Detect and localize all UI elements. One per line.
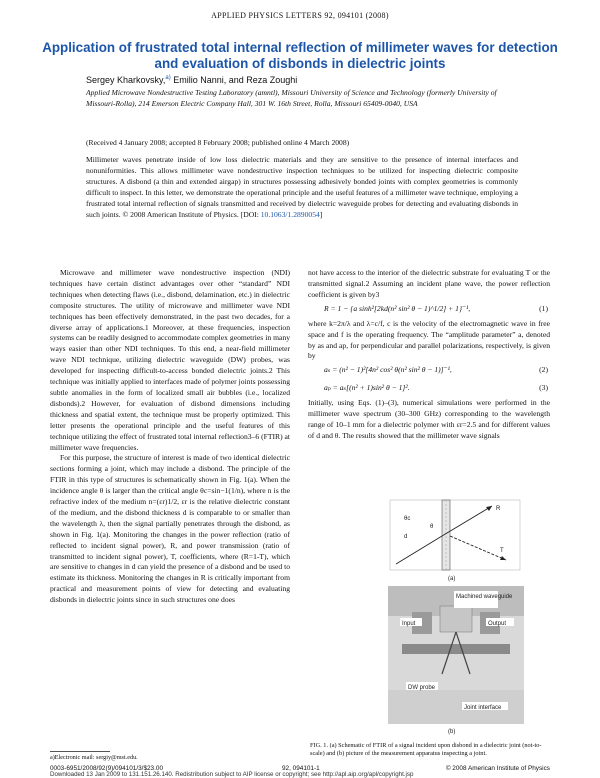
right-column xyxy=(308,268,550,442)
label-t: T xyxy=(500,548,504,554)
label-d: d xyxy=(404,534,408,540)
abstract xyxy=(86,155,518,220)
equation-1-text: R = 1 − {a sinh²[2kd(n² sin² θ − 1)^1/2] + 1}⁻¹, xyxy=(324,303,471,313)
machined-waveguide xyxy=(440,606,472,632)
principle-paragraph: For this purpose, the structure of interest is made of two identical dielectric sections forming a joint, which may include a disbond. The principle of the FTIR in this type of structures is schematically shown in Fig. 1(a). When the incidence angle θ is larger than the critical angle θc=sin−1(1/n), where n is the refractive index of the medium n=(εr)1/2, εr is the relative dielectric constant of the medium, and the disbond thickness d is comparable to or smaller than the wavelength λ, then the signal partially penetrates through the disbond, as shown in Fig. 1(a). Monitoring the changes in the power reflection (ratio of reflected to incident signal power), R, and power transmission (ratio of transmitted to incident signal power), T, coefficients, where (R=1-T), which are sensitive to changes in d can yield the presence of a disbond and be used to estimate its thickness. Monitoring the changes in R is critically important from practical and measurement points of view for detecting and evaluating disbonds in dielectric joints since in such structures one does xyxy=(50,453,290,605)
label-a: (a) xyxy=(448,576,456,582)
label-output: Output xyxy=(488,621,507,627)
abstract-text: Millimeter waves penetrate inside of low loss dielectric materials and they are sensitive to the presence of internal interfaces and nonuniformities. This allows millimeter wave nondestructive inspection techniques to be utilized for inspecting dielectric composite structures. A disbond (a thin and extended airgap) in structures possessing adhesively bonded joints with complex geometries is commonly difficult to inspect. In this letter, we demonstrate the operational principle and the useful features of a millimeter wave technique, employing a frustrated total internal reflection of signals transmitted and received by dielectric waveguide probes for detecting and evaluating disbonds in such joints. © 2008 American Institute of Physics. [DOI: xyxy=(86,155,518,219)
continuation-paragraph: not have access to the interior of the dielectric substrate for evaluating T or the transmitted signal.2 Assuming an incident plane wave, the power reflection coefficient is given by3 xyxy=(308,268,550,299)
label-dw-probe: DW probe xyxy=(408,685,436,691)
footnote-rule xyxy=(50,751,110,752)
label-theta: θ xyxy=(430,524,434,530)
label-r: R xyxy=(496,506,501,512)
equation-3 xyxy=(308,380,550,398)
footnote: a)Electronic mail: sergiy@mst.edu. xyxy=(50,754,138,761)
author-list xyxy=(86,75,516,85)
equation-3-number: (3) xyxy=(539,383,548,393)
label-theta-c: θc xyxy=(404,516,411,522)
figure-1-caption: FIG. 1. (a) Schematic of FTIR of a signal incident upon disbond in a dielectric joint (not-to-scale) and (b) picture of the measurement apparatus inspecting a joint. xyxy=(310,742,542,757)
definitions-paragraph: where k=2π/λ and λ=c/f, c is the velocity of the electromagnetic wave in free space and f is the operating frequency. The “amplitude parameter” a, denoted by as and ap, for perpendicular and parallel polarizations, respectively, is given by xyxy=(308,318,550,361)
author-others: Emilio Nanni, and Reza Zoughi xyxy=(170,75,298,85)
ftir-schematic xyxy=(390,500,520,582)
equation-2-text: aₛ = (n² − 1)²[4n² cos² θ(n² sin² θ − 1)]⁻¹, xyxy=(324,365,452,375)
footer-page: 92, 094101-1 xyxy=(282,765,320,772)
download-notice: Downloaded 13 Jan 2009 to 131.151.26.140. Redistribution subject to AIP license or copyright; see http://apl.aip.org/apl/copyright.jsp xyxy=(50,771,414,778)
abstract-tail: ] xyxy=(319,209,323,219)
equation-3-text: aₚ = aₛ[(n² + 1)sin² θ − 1]². xyxy=(324,383,410,393)
author-footnote-marker[interactable]: a) xyxy=(165,75,171,81)
doi-link[interactable]: 10.1063/1.2890054 xyxy=(260,209,320,219)
figure-1 xyxy=(382,494,532,737)
running-head: APPLIED PHYSICS LETTERS 92, 094101 (2008) xyxy=(211,11,389,20)
joint-sample xyxy=(402,644,510,654)
apparatus-photo xyxy=(388,586,524,735)
publication-dates: (Received 4 January 2008; accepted 8 February 2008; published online 4 March 2008) xyxy=(86,138,350,147)
equation-2 xyxy=(308,362,550,380)
figure-1-graphic xyxy=(382,494,532,737)
label-input: Input xyxy=(402,621,416,627)
label-machined: Machined waveguide xyxy=(456,594,513,600)
simulation-paragraph: Initially, using Eqs. (1)–(3), numerical simulations were performed in the millimeter wave spectrum (30–300 GHz) corresponding to the wavelength range of 10–1 mm for a dielectric polymer with εr=2.5 and for different values of d and θ. The results showed that the millimeter wave signals xyxy=(308,398,550,441)
author-1: Sergey Kharkovsky, xyxy=(86,75,166,85)
label-joint: Joint interface xyxy=(464,705,502,711)
left-column xyxy=(50,268,290,606)
equation-1-number: (1) xyxy=(539,303,548,313)
footer-code: 0003-6951/2008/92(9)/094101/3/$23.00 xyxy=(50,765,164,772)
label-b: (b) xyxy=(448,729,456,735)
equation-1 xyxy=(308,301,550,319)
paper-title: Application of frustrated total internal reflection of millimeter waves for detection and evaluation of disbonds in dielectric joints xyxy=(42,40,558,71)
intro-paragraph: Microwave and millimeter wave nondestructive inspection (NDI) techniques have certain distinct advantages over other “standard” NDI techniques when detecting flaws (i.e., disbond, delamination, etc.) in dielectric composite structures. The utility of microwave and millimeter wave NDI techniques has been effectively demonstrated, in the past two decades, for a diverse array of applications.1 Moreover, at these frequencies, inspection systems can be readily designed to accommodate complex geometries in many ways easier than other NDI techniques. To this end, a near-field millimeter wave NDI technique, utilizing dielectric waveguide (DW) probes, was developed for inspecting difficult-to-access bonded dielectric joints.2 This technique was initially applied to interfaces made of polymer joints possessing subtle anomalies in the form of localized small air bubbles (i.e., localized disbonds).2 However, for evaluation of disbond dimensions including thickness and spatial extent, the technique must be properly optimized. This letter presents the operational principle and the useful features of this technique utilizing the effect of frustrated total internal reflection3–6 (FTIR) at millimeter wave frequencies. xyxy=(50,268,290,452)
affiliation: Applied Microwave Nondestructive Testing Laboratory (amntl), Missouri University of Science and Technology (formerly University of Missouri-Rolla), 214 Emerson Electric Company Hall, 301 W. 16th Street, Rolla, Missouri 65409-0040, USA xyxy=(86,88,497,108)
equation-2-number: (2) xyxy=(539,365,548,375)
footer-copyright: © 2008 American Institute of Physics xyxy=(445,765,550,772)
